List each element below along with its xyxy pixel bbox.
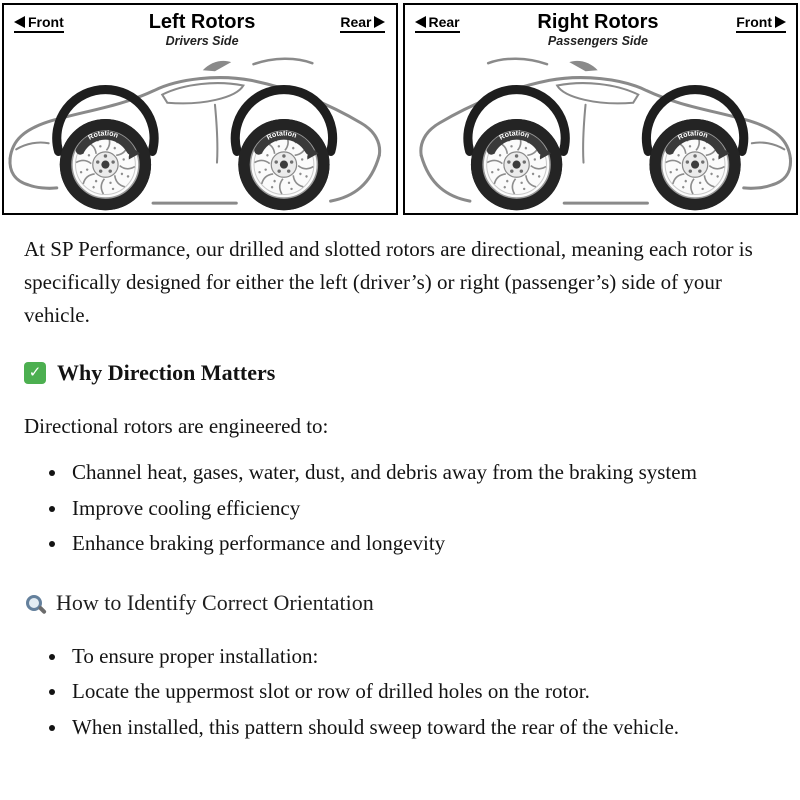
svg-text:Rotation: Rotation — [86, 129, 120, 142]
bullet-item: • To ensure proper installation: — [68, 640, 774, 673]
right-panel-header — [405, 5, 797, 51]
rear-direction-label — [415, 14, 460, 33]
article — [0, 215, 800, 793]
bullet-item: • Locate the uppermost slot or row of drilled holes on the rotor. — [68, 675, 774, 708]
heading-text: How to Identify Correct Orientation — [56, 589, 374, 615]
left-panel-header — [4, 5, 396, 51]
rear-direction-label — [340, 14, 385, 33]
svg-text:Rotation: Rotation — [497, 129, 530, 142]
front-direction-label — [14, 14, 64, 33]
svg-text:Rotation: Rotation — [265, 129, 298, 142]
arrow-right-icon — [374, 16, 385, 28]
car-side-view-right — [405, 51, 797, 213]
bullet-item: • Channel heat, gases, water, dust, and debris away from the braking system — [68, 456, 774, 489]
benefits-list — [24, 456, 774, 560]
car-side-view-left — [4, 51, 396, 213]
panel-title: Left Rotors — [148, 11, 256, 33]
direction-text: Rear — [428, 14, 460, 30]
svg-text:Rotation: Rotation — [675, 129, 709, 142]
heading-text: Why Direction Matters — [57, 359, 276, 385]
right-rotors-panel — [403, 3, 799, 215]
left-rotors-panel — [2, 3, 398, 215]
panel-title: Right Rotors — [537, 11, 659, 33]
arrow-left-icon — [415, 16, 426, 28]
rotor-direction-diagram — [0, 0, 800, 215]
intro-paragraph: At SP Performance, our drilled and slotted rotors are directional, meaning each rotor is specifically designed for either the left (driver’s) or right (passenger’s) side of your vehicle. — [24, 237, 753, 327]
check-glyph: ✓ — [28, 363, 42, 382]
panel-subtitle: Passengers Side — [547, 34, 648, 48]
orientation-list — [24, 640, 774, 744]
how-to-identify-heading — [24, 590, 774, 616]
direction-text: Rear — [340, 14, 372, 30]
lead-paragraph: Directional rotors are engineered to: — [24, 413, 329, 438]
bullet-item: • Enhance braking performance and longevity — [68, 527, 774, 560]
magnifying-glass-icon — [26, 595, 42, 611]
panel-title-block — [149, 12, 256, 48]
direction-text: Front — [28, 14, 64, 30]
front-direction-label — [736, 14, 786, 33]
bullet-item: • Improve cooling efficiency — [68, 492, 774, 525]
bullet-item: • When installed, this pattern should sweep toward the rear of the vehicle. — [68, 711, 774, 744]
panel-title-block — [537, 12, 658, 48]
arrow-right-icon — [775, 16, 786, 28]
direction-text: Front — [736, 14, 772, 30]
why-direction-matters-heading — [24, 360, 774, 386]
check-mark-icon — [24, 362, 46, 384]
arrow-left-icon — [14, 16, 25, 28]
panel-subtitle: Drivers Side — [165, 34, 239, 48]
